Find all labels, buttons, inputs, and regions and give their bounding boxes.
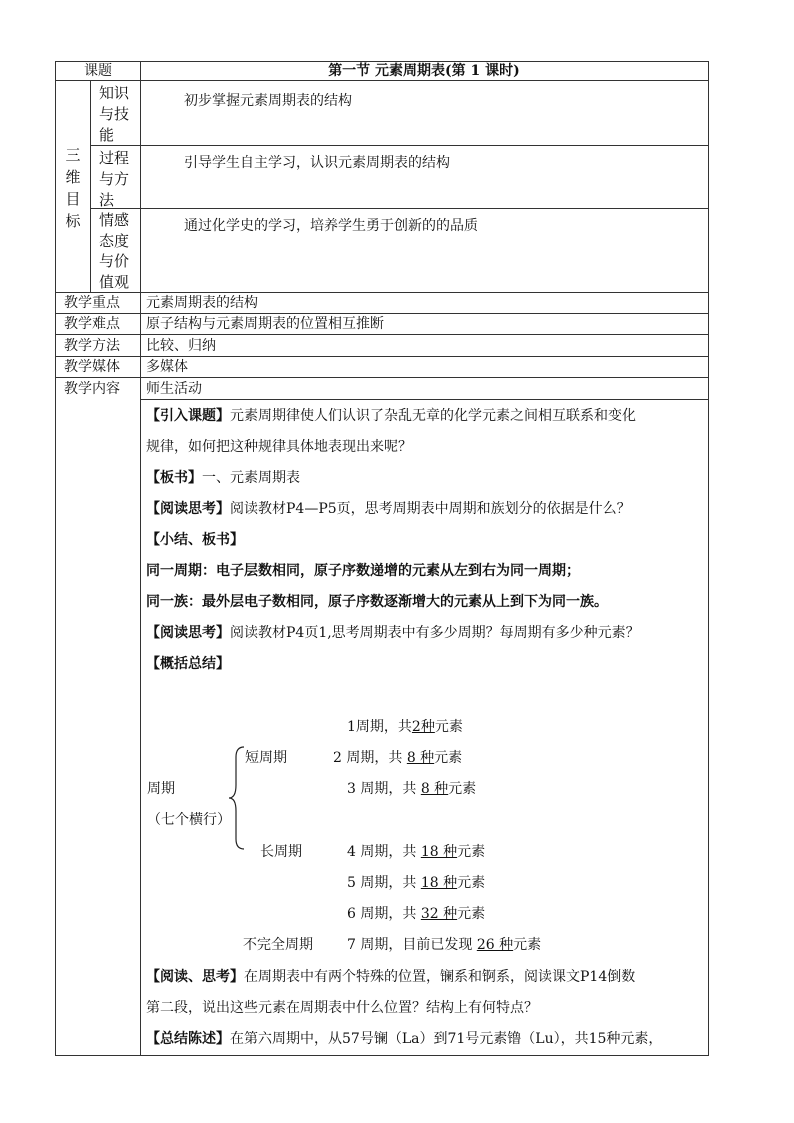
board-tag: 【板书】 — [146, 470, 202, 486]
info-label-media: 教学媒体 — [64, 359, 120, 375]
final-paragraph — [146, 1030, 662, 1048]
objectives-group-label: 三 维 目 标 — [65, 146, 81, 230]
period-line-5: 5 周期，共 18 种元素 — [347, 875, 486, 891]
summary-tag: 【小结、板书】 — [146, 532, 244, 548]
period-line-1: 1周期，共2种元素 — [347, 719, 463, 735]
read2-text: 阅读教材P4页1,思考周期表中有多少周期？每周期有多少种元素？ — [230, 625, 640, 641]
read2-paragraph — [146, 624, 640, 642]
read1-tag: 【阅读思考】 — [146, 501, 230, 517]
period-rule: 同一周期：电子层数相同，原子序数递增的元素从左到右为同一周期； — [146, 563, 580, 579]
objective-label-knowledge: 知识 与技 能 — [99, 84, 130, 144]
group-rule: 同一族：最外层电子数相同，原子序数逐渐增大的元素从上到下为同一族。 — [146, 594, 608, 610]
final-text: 在第六周期中，从57号镧（La）到71号元素镥（Lu），共15种元素， — [230, 1031, 663, 1047]
read1-text: 阅读教材P4—P5页，思考周期表中周期和族划分的依据是什么？ — [230, 501, 631, 517]
info-label-content: 教学内容 — [64, 381, 120, 397]
info-label-focus: 教学重点 — [64, 295, 120, 311]
board-paragraph — [146, 469, 300, 487]
intro-paragraph — [146, 407, 636, 425]
period-root-label: 周期 — [147, 781, 175, 797]
info-value-activity: 师生活动 — [146, 381, 202, 397]
info-value-media: 多媒体 — [146, 359, 188, 375]
board-text: 一、元素周期表 — [202, 470, 300, 486]
long-period-label: 长周期 — [260, 844, 302, 860]
info-label-method: 教学方法 — [64, 338, 120, 354]
read2-tag: 【阅读思考】 — [146, 625, 230, 641]
info-label-difficulty: 教学难点 — [64, 316, 120, 332]
period-line-6: 6 周期，共 32 种元素 — [347, 906, 486, 922]
general-tag: 【概括总结】 — [146, 656, 230, 672]
short-period-label: 短周期 — [245, 750, 287, 766]
objective-label-process: 过程 与方 法 — [99, 149, 130, 209]
objective-text-emotion: 通过化学史的学习，培养学生勇于创新的的品质 — [184, 218, 478, 234]
period-line-4: 4 周期，共 18 种元素 — [347, 844, 486, 860]
objective-label-emotion: 情感 态度 与价 值观 — [99, 211, 130, 291]
period-line-2: 2 周期，共 8 种元素 — [333, 750, 463, 766]
info-value-method: 比较、归纳 — [146, 338, 216, 354]
read3-paragraph — [146, 968, 635, 986]
period-line-3: 3 周期，共 8 种元素 — [347, 781, 477, 797]
period-root-note: （七个横行） — [147, 812, 231, 828]
read3-text-line2: 第二段，说出这些元素在周期表中什么位置？结构上有何特点？ — [146, 1000, 538, 1016]
intro-text-line2: 规律，如何把这种规律具体地表现出来呢？ — [146, 439, 412, 455]
read3-tag: 【阅读、思考】 — [146, 969, 244, 985]
header-label: 课题 — [84, 63, 112, 79]
info-value-difficulty: 原子结构与元素周期表的位置相互推断 — [146, 316, 384, 332]
intro-text: 元素周期律使人们认识了杂乱无章的化学元素之间相互联系和变化 — [230, 408, 636, 424]
lesson-title: 第一节 元素周期表(第 1 课时) — [328, 63, 520, 79]
brace-icon — [228, 745, 248, 851]
objective-text-process: 引导学生自主学习，认识元素周期表的结构 — [184, 155, 450, 171]
info-value-focus: 元素周期表的结构 — [146, 295, 258, 311]
read1-paragraph — [146, 500, 631, 518]
lesson-plan-table — [55, 61, 709, 1056]
incomplete-period-label: 不完全周期 — [243, 937, 313, 953]
period-line-7: 7 周期，目前已发现 26 种元素 — [347, 937, 542, 953]
intro-tag: 【引入课题】 — [146, 408, 230, 424]
read3-text: 在周期表中有两个特殊的位置，镧系和锕系，阅读课文P14倒数 — [244, 969, 636, 985]
objective-text-knowledge: 初步掌握元素周期表的结构 — [184, 93, 352, 109]
final-tag: 【总结陈述】 — [146, 1031, 230, 1047]
